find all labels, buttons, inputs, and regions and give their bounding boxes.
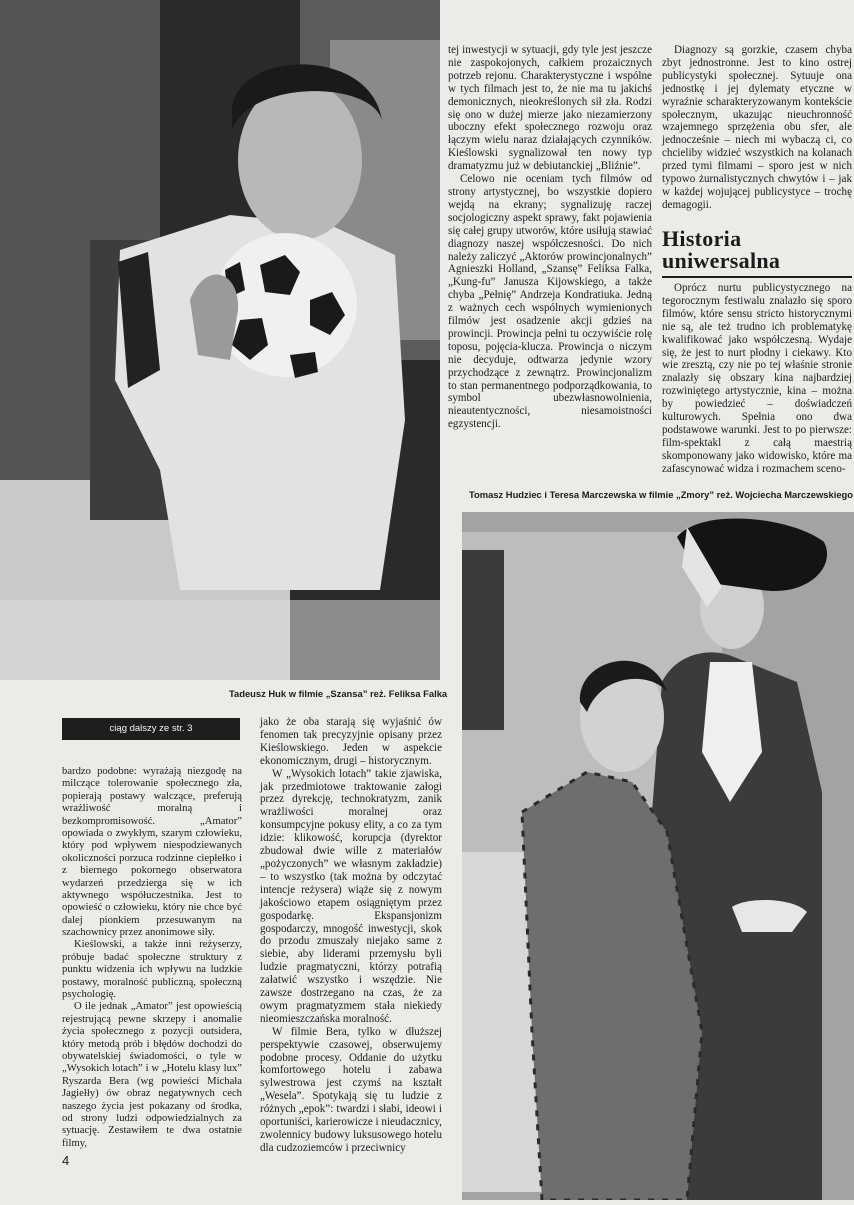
page-number: 4 bbox=[62, 1153, 70, 1168]
headline-line-2: uniwersalna bbox=[662, 248, 781, 273]
headline-line-1: Historia bbox=[662, 226, 742, 251]
paragraph: W filmie Bera, tylko w dłuższej perspektywie czasowej, obserwujemy podobne procesy. Oddanie do użytku komfortowego hotelu i zabawa sylwestrowa jest czymś na kształt „Wesela”. Spotykają się tu ludzie z różnych „epok”: twardzi i słabi, ideowi i oportuniści, karierowicze i nieudacznicy, zwolennicy budowy luksusowego hotelu dla cudzoziemców i przeciwnicy bbox=[260, 1025, 442, 1154]
top-middle-column bbox=[448, 44, 652, 474]
top-right-column-body bbox=[662, 282, 852, 478]
bottom-middle-column bbox=[260, 716, 442, 1156]
headline-rule bbox=[662, 276, 852, 278]
photo-szansa bbox=[0, 0, 440, 680]
top-right-column-intro bbox=[662, 44, 852, 224]
photo-zmory bbox=[462, 512, 854, 1200]
paragraph: jako że oba starają się wyjaśnić ów fenomen tak precyzyjnie opisany przez Kieślowskiego. Jeden w aspekcie ekonomicznym, drugi – historycznym. bbox=[260, 716, 442, 767]
paragraph: Kieślowski, a także inni reżyserzy, próbuje badać społeczne struktury z punktu widzenia ich wpływu na ludzkie postawy, moralność publiczną, społeczną psychologię. bbox=[62, 939, 242, 1001]
continuation-label: ciąg dalszy ze str. 3 bbox=[62, 718, 240, 740]
section-headline bbox=[662, 228, 852, 272]
photo-zmory-illustration bbox=[462, 512, 854, 1200]
paragraph: bardzo podobne: wyrażają niezgodę na milczące tolerowanie społecznego zła, popierają postawy walczące, preferują wrażliwość moralną i bezkompromisowość. „Amator” opowiada o zwykłym, szarym człowieku, który pod wpływem niespodziewanych okoliczności porzuca rodzinne ciepłełko i z biernego pokornego obserwatora wydarzeń przedzierga się w ich aktywnego współuczestnika. Jest to opowieść o człowieku, który nie chce być dalej pionkiem przesuwanym na szachownicy przez anonimowe siły. bbox=[62, 766, 242, 939]
photo-szansa-caption: Tadeusz Huk w filmie „Szansa” reż. Feliksa Falka bbox=[229, 688, 448, 699]
photo-szansa-illustration bbox=[0, 0, 440, 680]
paragraph: tej inwestycji w sytuacji, gdy tyle jest jeszcze nie zaspokojonych, całkiem prozaicznych potrzeb rejonu. Charakterystyczne i wspólne w tych filmach jest to, że nie ma tu jakichś demonicznych, nieokreślonych sił zła. Rodzi się ono w dużej mierze jako niezamierzony uboczny efekt społecznego rozwoju oraz łączym wielu naraz działających czynników. Kieślowski sygnalizował ten nowy typ dramatyzmu już w debiutanckiej „Bliźnie”. bbox=[448, 44, 652, 173]
paragraph: Oprócz nurtu publicystycznego na tegorocznym festiwalu znalazło się sporo filmów, które sensu stricto historycznymi nie są, ale też trudno ich problematykę kwalifikować jako współczesną. Wydaje się, że jest to nurt płodny i ciekawy. Kto wie zresztą, czy nie po tej właśnie stronie znalazły się obszary kina najbardziej rozwiniętego artystycznie, kina – można by powiedzieć – doświadczeń kulturowych. Spełnia ono dwa podstawowe warunki. Jest to po pierwsze: film-spektakl z całą maestrią skomponowany jako widowisko, które ma zafascynować widza i rozmachem sceno- bbox=[662, 282, 852, 475]
paragraph: W „Wysokich lotach” takie zjawiska, jak przedmiotowe traktowanie załogi przez dyrekcję, technokratyzm, zanik wrażliwości moralnej oraz konsumpcyjne pokusy elity, a co za tym idzie: klikowość, korupcja (dyrektor zbudował dwie wille z materiałów „pożyczonych” we własnym zakładzie) – to wszystko (tak można by odczytać intencje reżysera) wiąże się z nowym jakościowo etapem osiągniętym przez gospodarkę. Ekspansjonizm gospodarczy, mnogość inwestycji, skok do przodu zmuszały niejako same z siebie, aby liderami przemysłu byli ludzie pragmatyczni, którzy potrafią załatwić wszystko i wszędzie. Nie zawsze dostrzegano na czas, że za owym pragmatyzmem stała niekiedy nieomieszczańska moralność. bbox=[260, 767, 442, 1025]
paragraph: Celowo nie oceniam tych filmów od strony artystycznej, bo wszystkie dopiero wejdą na ekrany; sygnalizuję raczej socjologiczny aspekt sprawy, fakt pojawienia się całej grupy utworów, które usiłują stawiać diagnozy naszej współczesności. Do nich należy zaliczyć „Aktorów prowincjonalnych” Agnieszki Holland, „Szansę” Feliksa Falka, „Kung-fu” Janusza Kijowskiego, a także chyba „Pełnię” Andrzeja Kondratiuka. Jedną z ważnych cech wspólnych wymienionych filmów jest osadzenie akcji gdzieś na prowincji. Prowincja pełni tu oczywiście rolę toposu, pojęcia-klucza. Prowincja o niczym nie decyduje, odtwarza jedynie wzory przychodzące z zewnątrz. Prowincjonalizm to stan permanentnego podporządkowania, to symbol ubezwłasnowolnienia, nieautentyczności, niesamoistności egzystencji. bbox=[448, 173, 652, 431]
paragraph: O ile jednak „Amator” jest opowieścią rejestrującą pewne skrzepy i anomalie życia społecznego z pozycji outsidera, który metodą prób i błędów dochodzi do obywatelskiej świadomości, o tyle w „Wysokich lotach” i w „Hotelu klasy lux” Ryszarda Bera (wg powieści Michała Jagiełły) ów obraz negatywnych cech naszego życia jest pokazany od środka, od strony ludzi odpowiedzialnych za sytuację. Zestawiłem te dwa ostatnie filmy, bbox=[62, 1001, 242, 1149]
photo-zmory-caption: Tomasz Hudziec i Teresa Marczewska w filmie „Zmory” reż. Wojciecha Marczewskiego bbox=[469, 489, 853, 500]
paragraph: Diagnozy są gorzkie, czasem chyba zbyt jednostronne. Jest to kino ostrej publicystyki społecznej. Sytuuje ona jednostkę i jej dylematy etyczne w wyraźnie scharakteryzowanym kontekście społecznym, ukazując nieuchronność wzajemnego sprzężenia obu sfer, ale jednocześnie – niech mi wybaczą ci, co chcieliby widzieć wszystkich na kolanach przed tymi filmami – sporo jest w nich typowo żurnalistycznych chwytów i – jak w każdej wojującej publicystyce – trochę demagogii. bbox=[662, 44, 852, 211]
bottom-left-column bbox=[62, 766, 242, 1152]
